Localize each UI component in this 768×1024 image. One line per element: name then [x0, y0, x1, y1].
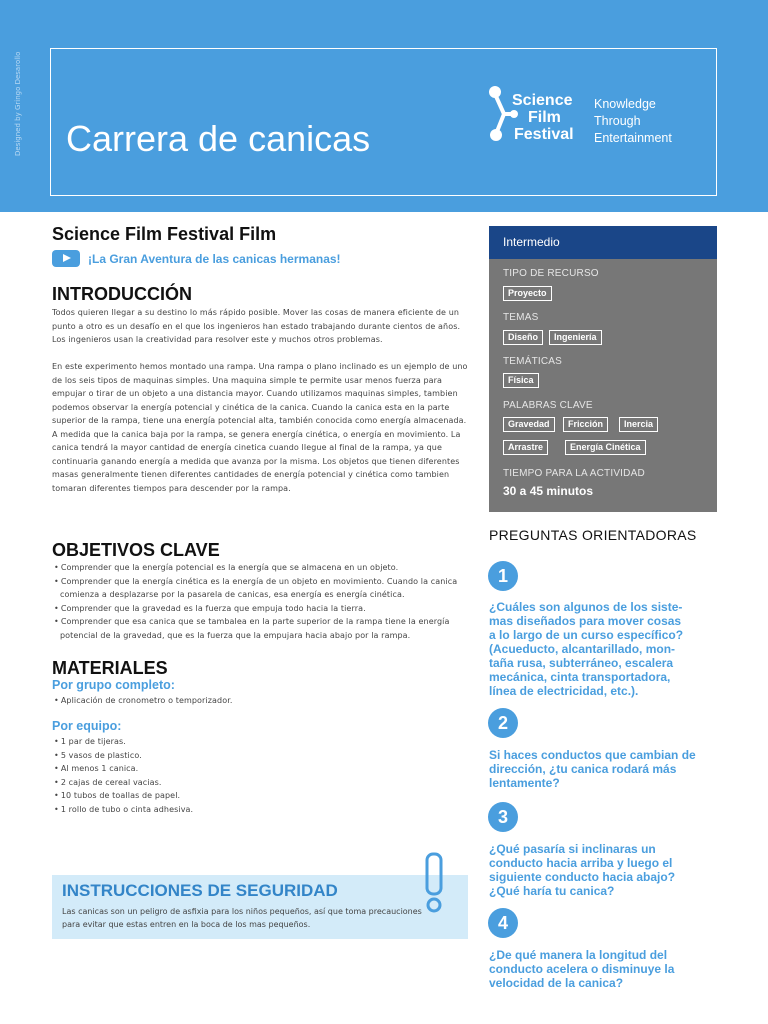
logo-word-science: Science — [512, 92, 573, 109]
group-materials-heading: Por grupo completo: — [52, 678, 175, 692]
question-line: ¿Qué pasaría si inclinaras un — [489, 842, 656, 856]
list-item: • 1 par de tijeras. — [52, 735, 470, 749]
question-line: taña rusa, subterráneo, escalera — [489, 656, 674, 670]
question-number-badge: 2 — [488, 708, 518, 738]
tag-chip: Ingeniería — [549, 330, 602, 345]
group-materials-list — [52, 694, 470, 708]
film-link-text[interactable]: ¡La Gran Aventura de las canicas hermanas! — [88, 251, 341, 266]
question-line: (Acueducto, alcantarillado, mon- — [489, 642, 676, 656]
objectives-heading: OBJETIVOS CLAVE — [52, 540, 220, 560]
time-value: 30 a 45 minutos — [503, 484, 594, 498]
list-item: • 10 tubos de toallas de papel. — [52, 789, 470, 803]
tag-chip: Energía Cinética — [565, 440, 646, 455]
tag-chip: Gravedad — [503, 417, 555, 432]
topics-label: TEMÁTICAS — [503, 356, 563, 367]
list-item: • 5 vasos de plastico. — [52, 749, 470, 763]
question-number-badge: 4 — [488, 908, 518, 938]
film-heading: Science Film Festival Film — [52, 224, 277, 244]
question-line: conducto hacia arriba y luego el — [489, 856, 673, 870]
tag-chip: Arrastre — [503, 440, 548, 455]
intro-paragraph-2: En este experimento hemos montado una rampa. Una rampa o plano inclinado es un ejemplo de uno de los seis tipos de maquinas simples. Una maquina simple te permite usar menos fuerza para empujar o tirar de un objeto a una distancia mayor. Cuando utilizamos maquinas simples, tambien podemos observar la energía potencial y cinética de la canica. Cuando la canica esta en la parte superior de la rampa, tiene una energía potencial alta, también conocida como energía almacenada. A medida que la canica baja por la rampa, se genera energía cinética, o energía en movimiento. La canica tendrá la mayor cantidad de energía cinetica cuando llegue al final de la rampa, ya que continuaria ganando energía a medida que avanza por la misma. Los objetos que tienen diferentes masas generalmente tienen diferentes cantidades de energía potencial y cinética como tambien tomaran diferentes tiempos para descender por la rampa. — [52, 362, 468, 493]
questions-heading: PREGUNTAS ORIENTADORAS — [489, 527, 697, 543]
list-item: • Comprender que la gravedad es la fuerza que empuja todo hacia la tierra. — [52, 602, 470, 616]
play-icon[interactable] — [52, 250, 80, 267]
film-link[interactable] — [52, 250, 341, 267]
safety-text: Las canicas son un peligro de asfixia para los niños pequeños, así que toma precauciones para evitar que estas entren en la boca de los mas pequeños. — [62, 907, 422, 929]
question-line: dirección, ¿tu canica rodará más — [489, 762, 677, 776]
logo-word-festival: Festival — [514, 126, 574, 143]
intro-body — [52, 306, 470, 509]
question-line: ¿Cuáles son algunos de los siste- — [489, 600, 683, 614]
exclamation-icon — [420, 852, 448, 914]
question-line: mecánica, cinta transportadora, — [489, 670, 671, 684]
question-line: ¿Qué haría tu canica? — [489, 884, 615, 898]
team-materials-list — [52, 735, 470, 816]
list-item: • Al menos 1 canica. — [52, 762, 470, 776]
activity-info-panel — [489, 226, 717, 512]
list-item: • Comprender que esa canica que se tambalea en la parte superior de la rampa tiene la energía potencial de la gravedad, que es la fuerza que la empujara hacia abajo por la rampa. — [52, 615, 470, 642]
objectives-list — [52, 561, 470, 642]
question-text — [489, 600, 717, 698]
question-line: velocidad de la canica? — [489, 976, 624, 990]
list-item: • 1 rollo de tubo o cinta adhesiva. — [52, 803, 470, 817]
tag-chip: Física — [503, 373, 539, 388]
level-label: Intermedio — [503, 235, 560, 249]
resource-type-label: TIPO DE RECURSO — [503, 268, 599, 279]
question-text — [489, 748, 717, 790]
question-text — [489, 842, 717, 898]
logo-tagline — [594, 96, 672, 147]
level-band — [489, 226, 717, 259]
question-line: siguiente conducto hacia abajo? — [489, 870, 676, 884]
question-line: mas diseñados para mover cosas — [489, 614, 682, 628]
tag-chip: Fricción — [563, 417, 608, 432]
team-materials-heading: Por equipo: — [52, 719, 122, 733]
themes-label: TEMAS — [503, 312, 539, 323]
page-title: Carrera de canicas — [66, 118, 371, 159]
intro-heading: INTRODUCCIÓN — [52, 284, 192, 304]
safety-box — [52, 875, 468, 939]
tag-chip: Diseño — [503, 330, 543, 345]
list-item: • Aplicación de cronometro o temporizador. — [52, 694, 470, 708]
list-item: • Comprender que la energía potencial es la energía que se almacena en un objeto. — [52, 561, 470, 575]
design-credit: Designed by Gringo Desarollo — [14, 51, 22, 156]
materials-heading: MATERIALES — [52, 658, 168, 678]
list-item: • Comprender que la energía cinética es la energía de un objeto en movimiento. Cuando la canica comienza a desplazarse por la pasarela de canicas, esa energía es energía cinética. — [52, 575, 470, 602]
question-line: Si haces conductos que cambian de — [489, 748, 696, 762]
tagline-line-1: Knowledge — [594, 97, 656, 111]
tagline-line-2: Through — [594, 114, 641, 128]
question-line: línea de electricidad, etc.). — [489, 684, 639, 698]
tag-chip: Proyecto — [503, 286, 552, 301]
time-label: TIEMPO PARA LA ACTIVIDAD — [503, 468, 645, 479]
tag-chip: Inercia — [619, 417, 658, 432]
tagline-line-3: Entertainment — [594, 131, 672, 145]
question-line: lentamente? — [489, 776, 560, 790]
keywords-label: PALABRAS CLAVE — [503, 400, 593, 411]
question-number-badge: 3 — [488, 802, 518, 832]
question-line: a lo largo de un curso específico? — [489, 628, 684, 642]
intro-paragraph-1: Todos quieren llegar a su destino lo más rápido posible. Mover las cosas de manera eficiente de un punto a otro es un desafío en el que los ingenieros han estado trabajando durante cientos de años. Los ingenieros usan la creatividad para resolver este y muchos otros problemas. — [52, 308, 461, 344]
question-number-badge: 1 — [488, 561, 518, 591]
question-line: conducto acelera o disminuye la — [489, 962, 675, 976]
safety-heading: INSTRUCCIONES DE SEGURIDAD — [62, 881, 338, 900]
header-banner — [0, 0, 768, 212]
list-item: • 2 cajas de cereal vacias. — [52, 776, 470, 790]
logo-word-film: Film — [528, 109, 561, 126]
science-film-festival-logo — [488, 84, 698, 152]
question-text — [489, 948, 717, 990]
question-line: ¿De qué manera la longitud del — [489, 948, 668, 962]
